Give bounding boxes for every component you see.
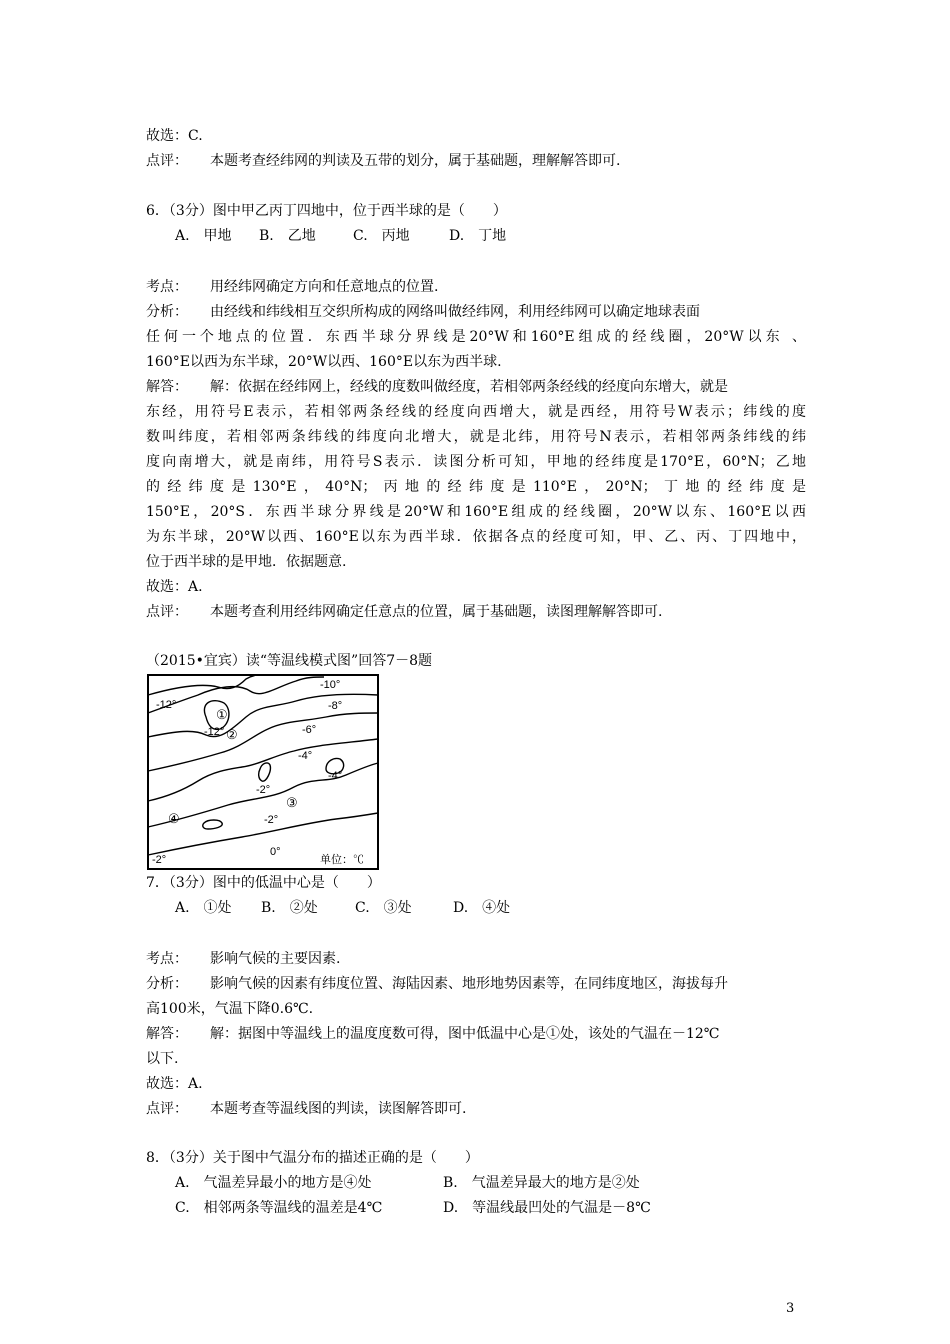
option-6b[interactable]: B. 乙地 [259,228,316,244]
fenxi-6-line-2: 任何一个地点的位置．东西半球分界线是20°W和160°E组成的经线圈，20°W以东 、 [146,329,806,345]
fenxi-7-line-1 [146,974,728,994]
jieda-6-line-6: 150°E，20°S．东西半球分界线是20°W和160°E组成的经线圈，20°W以东、160°E以西 [146,504,806,520]
answer-7: 故选：A. [146,1076,203,1092]
fenxi-label: 分析： [146,976,188,992]
question-7: 7．（3分）图中的低温中心是（ ） [146,875,381,891]
option-6d[interactable]: D. 丁地 [449,228,507,244]
label-neg6: -6° [302,724,317,736]
marker-3: ③ [286,795,298,810]
jieda-text: 解：依据在经纬网上，经线的度数叫做经度，若相邻两条经线的经度向东增大，就是 [210,379,728,395]
kaodian-label: 考点： [146,951,188,967]
kaodian-text: 用经纬网确定方向和任意地点的位置. [210,279,439,295]
options-8-row-2 [175,1198,651,1218]
label-neg10: -10° [320,679,341,691]
fenxi-text: 影响气候的因素有纬度位置、海陆因素、地形地势因素等，在同纬度地区，海拔每升 [210,976,728,992]
label-0: 0° [270,846,281,858]
comment-7 [146,1099,466,1119]
label-neg12-center: -12° [204,726,225,738]
jieda-6-line-1 [146,377,728,397]
comment-label: 点评： [146,1101,188,1117]
question-6: 6．（3分）图中甲乙丙丁四地中，位于西半球的是（ ） [146,203,507,219]
option-7a[interactable]: A. ①处 [175,900,232,916]
comment-text: 本题考查利用经纬网确定任意点的位置，属于基础题，读图理解解答即可. [210,604,663,620]
answer-5: 故选：C. [146,128,203,144]
option-6a[interactable]: A. 甲地 [175,228,232,244]
kaodian-7 [146,949,340,969]
comment-label: 点评： [146,604,188,620]
jieda-text: 解：据图中等温线上的温度度数可得，图中低温中心是①处，该处的气温在－12℃ [210,1026,720,1042]
fenxi-label: 分析： [146,304,188,320]
page-number: 3 [786,1301,795,1316]
option-8a[interactable]: A. 气温差异最小的地方是④处 [175,1175,372,1191]
intro-7-8: （2015•宜宾）读“等温线模式图”回答7－8题 [146,653,433,669]
jieda-label: 解答： [146,379,188,395]
option-6c[interactable]: C. 丙地 [353,228,410,244]
comment-5 [146,151,620,171]
fenxi-6-line-1 [146,302,700,322]
options-8-row-1 [175,1173,640,1193]
jieda-label: 解答： [146,1026,188,1042]
fenxi-text: 由经线和纬线相互交织所构成的网络叫做经纬网，利用经纬网可以确定地球表面 [210,304,700,320]
jieda-6-line-7: 为东半球，20°W以西、160°E以东为西半球．依据各点的经度可知，甲、乙、丙、丁四地中， [146,529,806,545]
jieda-6-line-4: 度向南增大，就是南纬，用符号S表示．读图分析可知，甲地的经纬度是170°E，60°N；乙地 [146,454,806,470]
fenxi-7-line-2: 高100米，气温下降0.6℃. [146,1001,314,1017]
options-7 [175,898,510,918]
marker-1: ① [216,707,228,722]
option-7c[interactable]: C. ③处 [355,900,412,916]
label-neg4-closed: -4° [328,770,343,782]
kaodian-label: 考点： [146,279,188,295]
jieda-7-line-2: 以下. [146,1051,179,1067]
label-neg4-line: -4° [298,750,313,762]
comment-6 [146,602,662,622]
options-6 [175,226,506,246]
kaodian-text: 影响气候的主要因素. [210,951,341,967]
comment-text: 本题考查经纬网的判读及五带的划分，属于基础题，理解解答即可. [210,153,621,169]
jieda-7-line-1 [146,1024,719,1044]
map-frame [148,675,378,869]
jieda-6-line-8: 位于西半球的是甲地．依据题意. [146,554,347,570]
jieda-6-line-5: 的经纬度是130°E，40°N；丙地的经纬度是110°E，20°N；丁地的经纬度是 [146,479,806,495]
marker-2: ② [226,727,238,742]
answer-6: 故选：A. [146,579,203,595]
kaodian-6 [146,277,438,297]
label-neg12-left: -12° [156,699,177,711]
label-neg2-corner: -2° [152,854,167,866]
option-8b[interactable]: B. 气温差异最大的地方是②处 [443,1175,640,1191]
question-8: 8．（3分）关于图中气温分布的描述正确的是（ ） [146,1150,479,1166]
comment-label: 点评： [146,153,188,169]
jieda-6-line-2: 东经，用符号E表示，若相邻两条经线的经度向西增大，就是西经，用符号W表示；纬线的度 [146,404,806,420]
option-7b[interactable]: B. ②处 [261,900,318,916]
label-neg2-line: -2° [264,814,279,826]
option-8d[interactable]: D. 等温线最凹处的气温是－8℃ [443,1200,651,1216]
jieda-6-line-3: 数叫纬度，若相邻两条纬线的纬度向北增大，就是北纬，用符号N表示，若相邻两条纬线的纬 [146,429,806,445]
isotherm-map [146,673,380,871]
label-neg2-closed: -2° [256,784,271,796]
marker-4: ④ [168,811,180,826]
option-8c[interactable]: C. 相邻两条等温线的温差是4℃ [175,1200,383,1216]
option-7d[interactable]: D. ④处 [453,900,511,916]
unit-label: 单位：℃ [320,854,364,866]
label-neg8: -8° [328,700,343,712]
comment-text: 本题考查等温线图的判读，读图解答即可. [210,1101,467,1117]
fenxi-6-line-3: 160°E以西为东半球，20°W以西、160°E以东为西半球. [146,354,502,370]
